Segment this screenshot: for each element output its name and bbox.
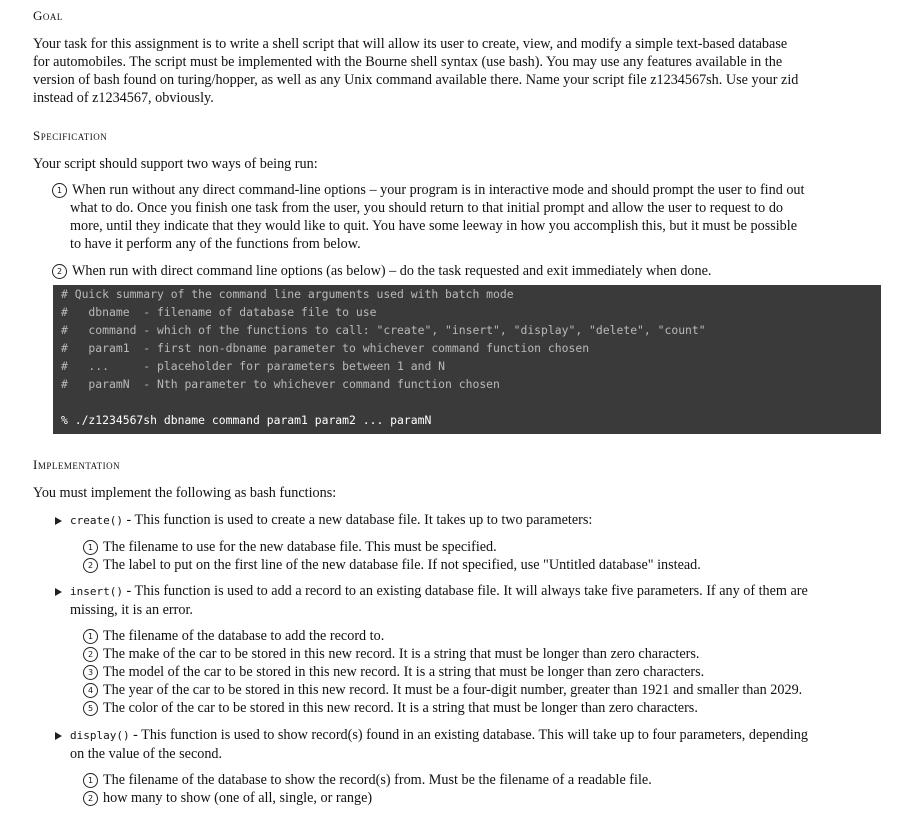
number-badge: 2: [83, 791, 98, 806]
spec-item-line: more, until they indicate that they would like to quit. You have some leeway in how you accomplish this, but it must be possible: [70, 218, 798, 234]
specification-heading: Specification: [33, 128, 108, 143]
function-description: on the value of the second.: [70, 746, 223, 762]
function-name: display(): [70, 729, 130, 742]
display-param-list: [83, 771, 883, 807]
insert-function-item: [70, 582, 880, 619]
param-text: how many to show (one of all, single, or range): [103, 790, 373, 806]
code-line: # dbname - filename of database file to use: [61, 305, 377, 319]
number-badge: 2: [83, 558, 98, 573]
implementation-heading: Implementation: [33, 457, 121, 472]
number-badge: 3: [83, 665, 98, 680]
param-item: [83, 627, 883, 645]
function-description: - This function is used to create a new database file. It takes up to two parameters:: [122, 512, 593, 528]
code-line: # paramN - Nth parameter to whichever command function chosen: [61, 377, 500, 391]
param-text: The model of the car to be stored in this new record. It is a string that must be longer than zero characters.: [103, 664, 705, 680]
param-text: The filename to use for the new database file. This must be specified.: [103, 539, 497, 555]
goal-line: for automobiles. The script must be implemented with the Bourne shell syntax (use bash). You may use any features available in the: [33, 54, 783, 70]
bullet-triangle-icon: [55, 732, 62, 740]
code-line: % ./z1234567sh dbname command param1 param2 ... paramN: [61, 413, 432, 427]
insert-param-list: [83, 627, 883, 717]
param-text: The label to put on the first line of the new database file. If not specified, use "Untitled database" instead.: [103, 557, 701, 573]
number-badge: 1: [52, 183, 67, 198]
code-line: # param1 - first non-dbname parameter to whichever command function chosen: [61, 341, 590, 355]
spec-item-2: [52, 262, 882, 280]
create-param-list: [83, 538, 883, 574]
bullet-triangle-icon: [55, 588, 62, 596]
param-item: [83, 538, 883, 556]
param-text: The filename of the database to show the record(s) from. Must be the filename of a readable file.: [103, 772, 652, 788]
code-block: [53, 285, 881, 434]
param-item: [83, 681, 883, 699]
create-function-item: [70, 511, 880, 530]
param-item: [83, 789, 883, 807]
param-item: [83, 663, 883, 681]
goal-line: version of bash found on turing/hopper, as well as any Unix command available there. Name your script file z1234567sh. Use your zid: [33, 72, 799, 88]
param-text: The color of the car to be stored in this new record. It is a string that must be longer than zero characters.: [103, 700, 698, 716]
code-line: # Quick summary of the command line arguments used with batch mode: [61, 287, 514, 301]
function-description: - This function is used to add a record to an existing database file. It will always take five parameters. If any of them are: [122, 583, 808, 599]
number-badge: 4: [83, 683, 98, 698]
code-line: # ... - placeholder for parameters between 1 and N: [61, 359, 446, 373]
specification-intro: Your script should support two ways of being run:: [33, 156, 318, 172]
goal-paragraph: [33, 35, 878, 107]
param-text: The make of the car to be stored in this new record. It is a string that must be longer than zero characters.: [103, 646, 700, 662]
param-text: The year of the car to be stored in this new record. It must be a four-digit number, greater than 1921 and smaller than 2029.: [103, 682, 803, 698]
goal-heading: Goal: [33, 8, 63, 23]
param-item: [83, 771, 883, 789]
function-description: - This function is used to show record(s) found in an existing database. This will take up to four parameters, depending: [129, 727, 808, 743]
function-description: missing, it is an error.: [70, 602, 193, 618]
display-function-item: [70, 726, 880, 763]
goal-line: Your task for this assignment is to write a shell script that will allow its user to create, view, and modify a simple text-based database: [33, 36, 788, 52]
spec-item-line: to have it perform any of the functions from below.: [70, 236, 361, 252]
implementation-intro: You must implement the following as bash functions:: [33, 485, 337, 501]
number-badge: 1: [83, 540, 98, 555]
spec-item-1: [52, 181, 882, 253]
number-badge: 5: [83, 701, 98, 716]
code-line: # command - which of the functions to call: "create", "insert", "display", "delete", "count": [61, 323, 706, 337]
param-text: The filename of the database to add the record to.: [103, 628, 385, 644]
spec-item-line: When run without any direct command-line options – your program is in interactive mode and should prompt the user to find out: [72, 182, 805, 198]
spec-item-line: When run with direct command line options (as below) – do the task requested and exit immediately when done.: [72, 263, 712, 279]
param-item: [83, 645, 883, 663]
goal-line: instead of z1234567, obviously.: [33, 90, 214, 106]
number-badge: 2: [83, 647, 98, 662]
spec-item-line: what to do. Once you finish one task from the user, you should return to that initial prompt and allow the user to request to do: [70, 200, 784, 216]
bullet-triangle-icon: [55, 517, 62, 525]
function-name: create(): [70, 514, 123, 527]
param-item: [83, 699, 883, 717]
number-badge: 1: [83, 629, 98, 644]
param-item: [83, 556, 883, 574]
number-badge: 2: [52, 264, 67, 279]
number-badge: 1: [83, 773, 98, 788]
function-name: insert(): [70, 585, 123, 598]
